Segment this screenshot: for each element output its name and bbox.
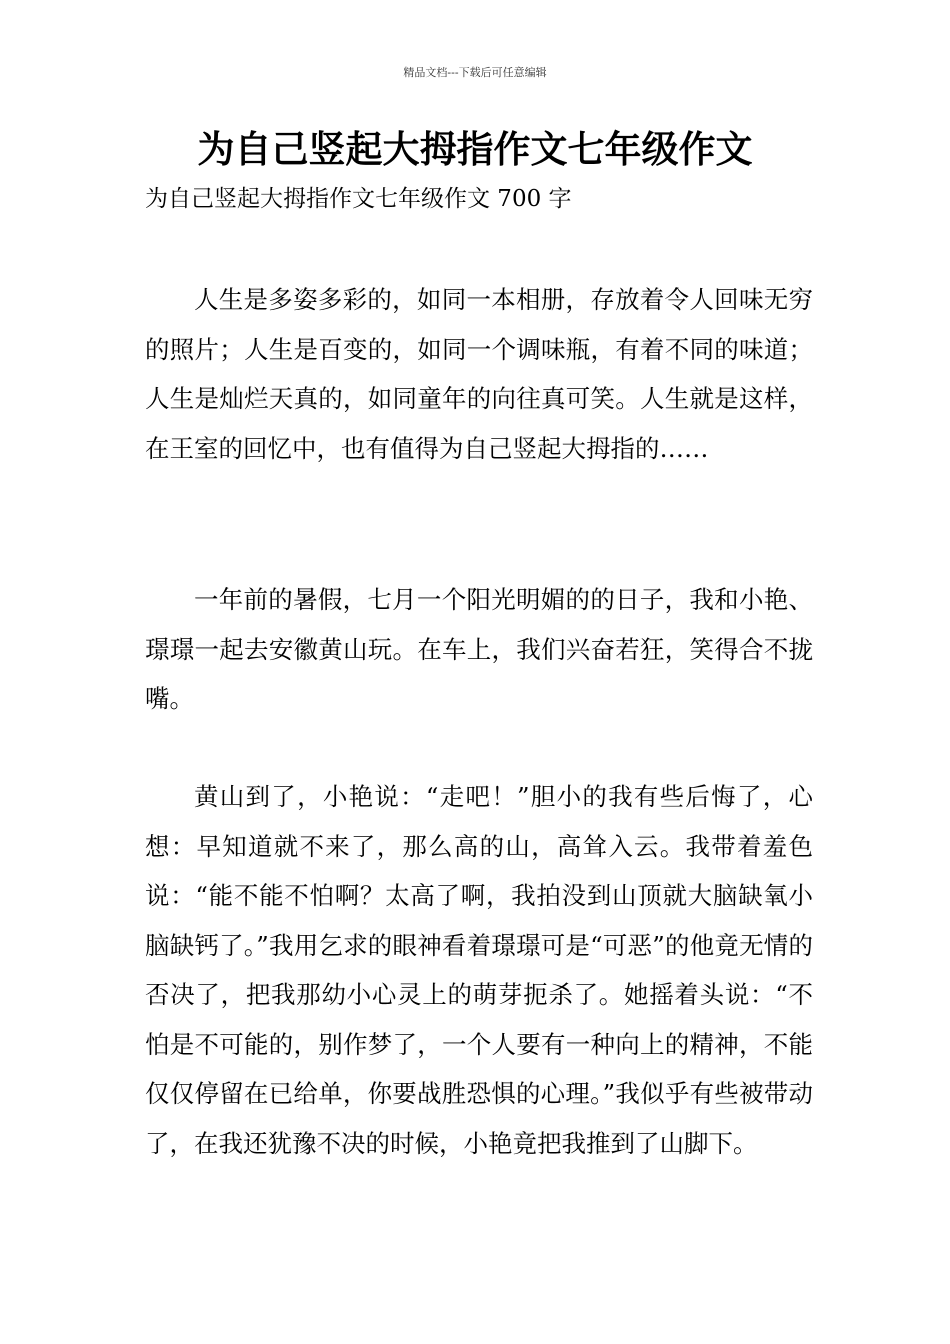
paragraph-2: 一年前的暑假，七月一个阳光明媚的的日子，我和小艳、璟璟一起去安徽黄山玩。在车上，我们兴奋若狂，笑得合不拢嘴。	[145, 585, 813, 713]
paragraph-3: 黄山到了，小艳说：“走吧！”胆小的我有些后悔了，心想：早知道就不来了，那么高的山，高耸入云。我带着羞色说：“能不能不怕啊？太高了啊，我拍没到山顶就大脑缺氧小脑缺钙了。”我用乞求的眼神看着璟璟可是“可恶”的他竟无情的否决了，把我那幼小心灵上的萌芽扼杀了。她摇着头说：“不怕是不可能的，别作梦了，一个人要有一种向上的精神，不能仅仅停留在已给单，你要战胜恐惧的心理。”我似乎有些被带动了，在我还犹豫不决的时候，小艳竟把我推到了山脚下。	[145, 782, 813, 1158]
document-subtitle: 为自己竖起大拇指作文七年级作文 700 字	[145, 186, 572, 212]
document-title: 为自己竖起大拇指作文七年级作文	[197, 128, 753, 171]
header-note: 精品文档---下载后可任意编辑	[403, 66, 547, 79]
paragraph-1: 人生是多姿多彩的，如同一本相册，存放着令人回味无穷的照片；人生是百变的，如同一个调味瓶，有着不同的味道；人生是灿烂天真的，如同童年的向往真可笑。人生就是这样，在王室的回忆中，也有值得为自己竖起大拇指的……	[145, 285, 813, 463]
